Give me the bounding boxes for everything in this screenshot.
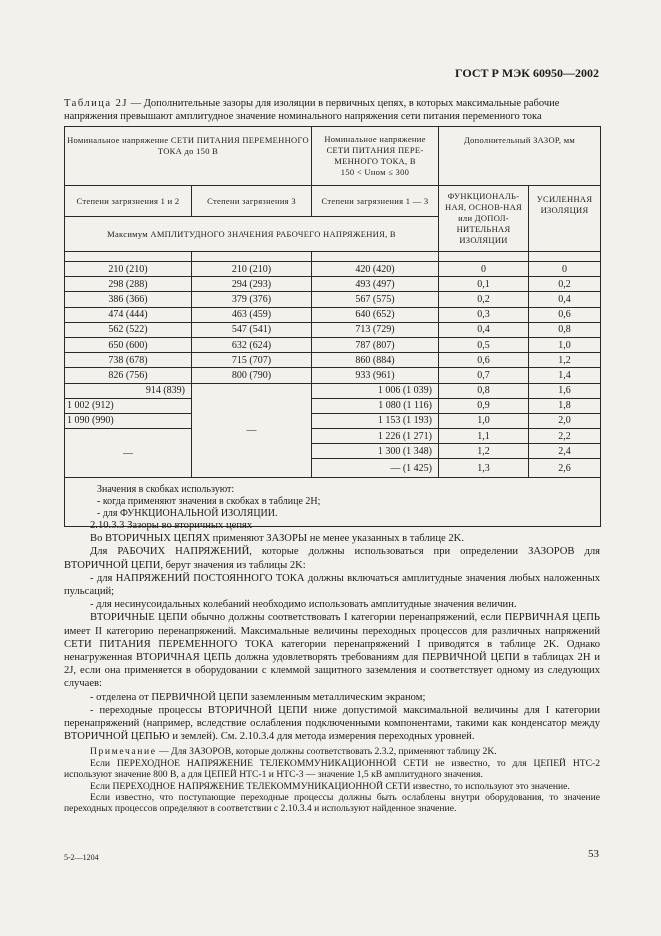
table-label: Таблица 2J [64, 98, 128, 109]
table-row [65, 353, 601, 368]
table-note-line: - когда применяют значения в скобках в таблице 2H; [97, 496, 321, 508]
cell-pollution-1-2: 914 (839) [65, 383, 192, 398]
cell-reinforced: 1,2 [529, 353, 601, 368]
cell-pollution-1-2: 298 (288) [65, 277, 192, 292]
table-row [65, 337, 601, 352]
note-paragraph: Если известно, что поступающие переходные процессы должны быть ослаблены внутри оборудования, то значение переходных процессов определяют в соответствии с 2.10.3.4 и используют найденное значение. [64, 792, 600, 815]
cell-pollution-1-3: — (1 425) [312, 459, 439, 478]
cell-reinforced: 1,0 [529, 337, 601, 352]
note-text: — Для ЗАЗОРОВ, которые должны соответствовать 2.3.2, применяют таблицу 2K. [156, 746, 497, 758]
cell-pollution-1-3: 640 (652) [312, 307, 439, 322]
body-text [64, 519, 600, 815]
paragraph: - переходные процессы ВТОРИЧНОЙ ЦЕПИ ниже допустимой максимальной величины для I категории перенапряжений (например, вследствие ослабления подключенными компонентами, такими как конденсатор между ВТОРИЧНОЙ ЦЕПЬЮ и землей). См. 2.10.3.4 для метода измерения переходных уровней. [64, 704, 600, 743]
cell-pollution-3: 547 (541) [192, 322, 312, 337]
paragraph: Для РАБОЧИХ НАПРЯЖЕНИЙ, которые должны использоваться при определении ЗАЗОРОВ для ВТОРИЧНОЙ ЦЕПИ, берут значения из таблицы 2K: [64, 546, 600, 571]
table-note-line: Значения в скобках используют: [97, 484, 235, 496]
cell-pollution-3: 294 (293) [192, 277, 312, 292]
cell-pollution-3: 463 (459) [192, 307, 312, 322]
cell-reinforced: 2,0 [529, 413, 601, 428]
cell-pollution-3: 632 (624) [192, 337, 312, 352]
paragraph: ВТОРИЧНЫЕ ЦЕПИ обычно должны соответствовать I категории перенапряжений, если ПЕРВИЧНАЯ ЦЕПЬ имеет II категорию перенапряжений. Максимальные величины переходных процессов для различных напряжений СЕТИ ПИТАНИЯ ПЕРЕМЕННОГО ТОКА категории перенапряжений I приводятся в таблице 2K. Однако ненагруженная ВТОРИЧНАЯ ЦЕПЬ должна удовлетворять требованиям для ПЕРВИЧНОЙ ЦЕПИ в таблицах 2H и 2J, если она применяется в оборудовании с клеммой защитного заземления и соответствует одному из следующих случаев: [64, 612, 600, 690]
cell-reinforced: 0,8 [529, 322, 601, 337]
table-note-line: - для ФУНКЦИОНАЛЬНОЙ ИЗОЛЯЦИИ. [97, 508, 278, 520]
cell-pollution-3: 379 (376) [192, 292, 312, 307]
cell-pollution-1-3: 567 (575) [312, 292, 439, 307]
cell-functional: 0,9 [439, 398, 529, 413]
cell-functional: 0,3 [439, 307, 529, 322]
header-nominal-300-label: Номинальное напряжение СЕТИ ПИТАНИЯ ПЕРЕ-МЕННОГО ТОКА, В [324, 134, 426, 166]
header-nominal-300-range: 150 < Uном ≤ 300 [340, 167, 410, 177]
cell-functional: 0,5 [439, 337, 529, 352]
cell-pollution-1-3: 493 (497) [312, 277, 439, 292]
cell-pollution-3: 800 (790) [192, 368, 312, 383]
cell-pollution-1-2: 650 (600) [65, 337, 192, 352]
paragraph: - для несинусоидальных колебаний необходимо использовать амплитудные значения величин. [90, 599, 517, 611]
cell-pollution-3: 715 (707) [192, 353, 312, 368]
header-pollution-1-2: Степени загрязнения 1 и 2 [65, 186, 192, 217]
table-row [65, 413, 601, 428]
table-row [65, 383, 601, 398]
header-pollution-3: Степени загрязнения 3 [192, 186, 312, 217]
table-row [65, 398, 601, 413]
table-caption [64, 97, 600, 123]
note-paragraph: Если ПЕРЕХОДНОЕ НАПРЯЖЕНИЕ ТЕЛЕКОММУНИКАЦИОННОЙ СЕТИ известно, то используют это значение. [90, 780, 570, 792]
cell-functional: 0,6 [439, 353, 529, 368]
header-max-peak-voltage: Максимум АМПЛИТУДНОГО ЗНАЧЕНИЯ РАБОЧЕГО НАПРЯЖЕНИЯ, В [65, 217, 439, 252]
standard-title: ГОСТ Р МЭК 60950—2002 [455, 66, 599, 80]
note-paragraph: Если ПЕРЕХОДНОЕ НАПРЯЖЕНИЕ ТЕЛЕКОММУНИКАЦИОННОЙ СЕТИ не известно, то для ЦЕПЕЙ НТС-2 используют значение 800 В, а для ЦЕПЕЙ НТС-1 и НТС-3 — значение 1,5 кВ амплитудного значения. [64, 757, 600, 781]
cell-pollution-3: 210 (210) [192, 262, 312, 277]
cell-reinforced: 0,2 [529, 277, 601, 292]
cell-pollution-1-3: 420 (420) [312, 262, 439, 277]
cell-reinforced: 2,4 [529, 444, 601, 459]
paragraph: Во ВТОРИЧНЫХ ЦЕПЯХ применяют ЗАЗОРЫ не менее указанных в таблице 2K. [90, 533, 464, 545]
header-reinforced-insulation: УСИЛЕННАЯ ИЗОЛЯЦИЯ [529, 186, 601, 252]
cell-functional: 0 [439, 262, 529, 277]
table-row [65, 292, 601, 307]
note-label: Примечание [90, 746, 157, 758]
table-row [65, 262, 601, 277]
cell-pollution-1-3: 713 (729) [312, 322, 439, 337]
cell-functional: 0,7 [439, 368, 529, 383]
table-row [65, 429, 601, 444]
section-heading: 2.10.3.3 Зазоры во вторичных цепях [90, 520, 253, 531]
cell-pollution-1-2: 1 002 (912) [65, 398, 192, 413]
header-functional-insulation: ФУНКЦИОНАЛЬ-НАЯ, ОСНОВ-НАЯ или ДОПОЛ-НИТЕЛЬНАЯ ИЗОЛЯЦИИ [439, 186, 529, 252]
cell-reinforced: 2,6 [529, 459, 601, 478]
cell-pollution-1-3: 787 (807) [312, 337, 439, 352]
cell-pollution-1-3: 1 226 (1 271) [312, 429, 439, 444]
cell-functional: 1,0 [439, 413, 529, 428]
cell-functional: 1,3 [439, 459, 529, 478]
header-pollution-1-3: Степени загрязнения 1 — 3 [312, 186, 439, 217]
cell-pollution-1-3: 860 (884) [312, 353, 439, 368]
cell-pollution-1-2: 1 090 (990) [65, 413, 192, 428]
header-row-1 [65, 127, 601, 186]
cell-functional: 0,1 [439, 277, 529, 292]
cell-pollution-1-3: 1 080 (1 116) [312, 398, 439, 413]
cell-reinforced: 0 [529, 262, 601, 277]
header-nominal-150: Номинальное напряжение СЕТИ ПИТАНИЯ ПЕРЕМЕННОГО ТОКА до 150 В [65, 127, 312, 186]
cell-functional: 0,4 [439, 322, 529, 337]
cell-reinforced: 0,4 [529, 292, 601, 307]
cell-pollution-1-2: 210 (210) [65, 262, 192, 277]
header-additional-clearance: Дополнительный ЗАЗОР, мм [439, 127, 601, 186]
clearance-table [64, 126, 601, 527]
note-paragraph [64, 746, 600, 757]
cell-pollution-1-3: 933 (961) [312, 368, 439, 383]
cell-reinforced: 1,8 [529, 398, 601, 413]
cell-functional: 0,2 [439, 292, 529, 307]
paragraph: - отделена от ПЕРВИЧНОЙ ЦЕПИ заземленным металлическим экраном; [90, 691, 426, 703]
table-caption-text: — Дополнительные зазоры для изоляции в первичных цепях, в которых максимальные рабочие напряжения превышают амплитудное значение номинального напряжения сети питания переменного тока [64, 98, 560, 122]
cell-pollution-1-2: 562 (522) [65, 322, 192, 337]
cell-reinforced: 0,6 [529, 307, 601, 322]
cell-pollution-1-2: 386 (366) [65, 292, 192, 307]
cell-reinforced: 2,2 [529, 429, 601, 444]
paragraph: - для НАПРЯЖЕНИЙ ПОСТОЯННОГО ТОКА должны включаться амплитудные значения любых наложенных пульсаций; [64, 572, 600, 598]
cell-pollution-1-2: 826 (756) [65, 368, 192, 383]
cell-pollution-3-dash: — [192, 383, 312, 478]
cell-pollution-1-3: 1 153 (1 193) [312, 413, 439, 428]
table-row [65, 368, 601, 383]
cell-pollution-1-3: 1 300 (1 348) [312, 444, 439, 459]
cell-functional: 1,2 [439, 444, 529, 459]
cell-pollution-1-2: 738 (678) [65, 353, 192, 368]
cell-functional: 0,8 [439, 383, 529, 398]
table-row [65, 307, 601, 322]
cell-pollution-1-2-dash: — [65, 429, 192, 478]
print-code: 5-2—1204 [64, 853, 99, 862]
table-row [65, 277, 601, 292]
page-number: 53 [588, 848, 599, 860]
header-nominal-300 [312, 127, 439, 186]
table-row [65, 322, 601, 337]
cell-functional: 1,1 [439, 429, 529, 444]
cell-pollution-1-2: 474 (444) [65, 307, 192, 322]
cell-pollution-1-3: 1 006 (1 039) [312, 383, 439, 398]
cell-reinforced: 1,4 [529, 368, 601, 383]
header-row-2 [65, 186, 601, 217]
cell-reinforced: 1,6 [529, 383, 601, 398]
